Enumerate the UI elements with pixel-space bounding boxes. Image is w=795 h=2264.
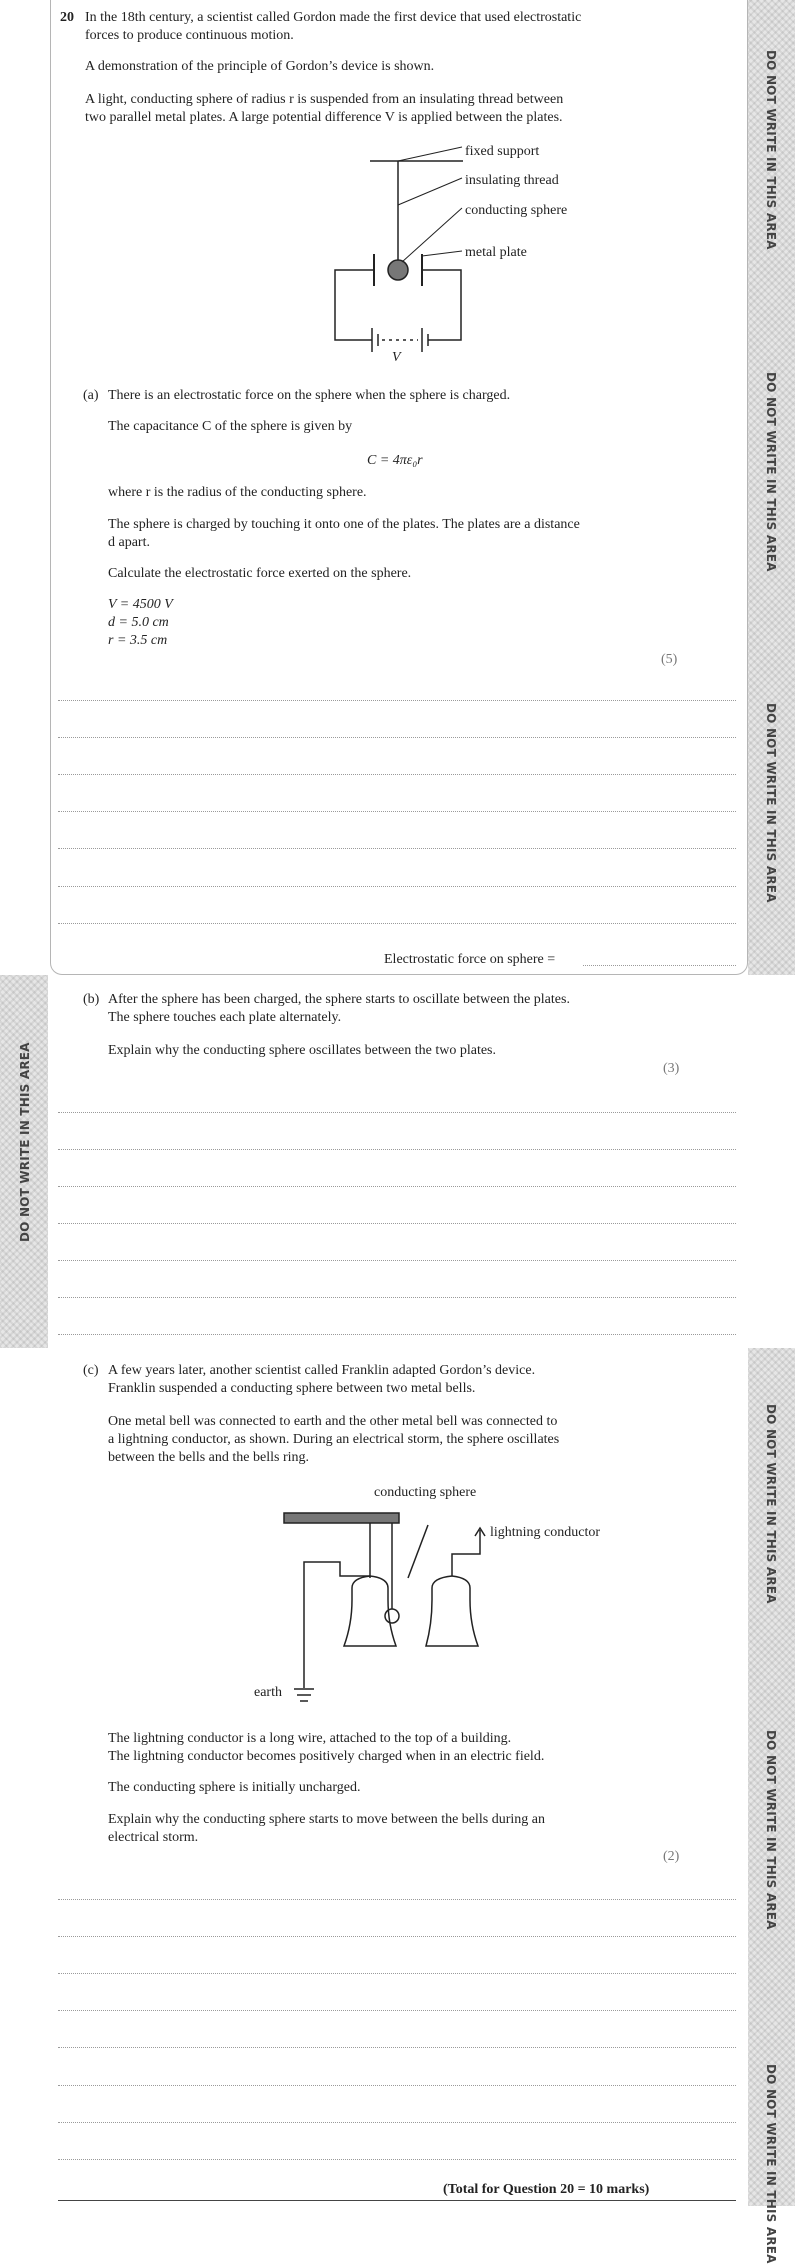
part-c-marks: (2) — [663, 1849, 680, 1864]
answer-line[interactable] — [58, 1149, 736, 1150]
where-line: where r is the radius of the conducting sphere. — [108, 485, 367, 500]
bells-text-line-3: between the bells and the bells ring. — [108, 1450, 309, 1465]
part-b-marks: (3) — [663, 1061, 680, 1076]
answer-line[interactable] — [58, 2047, 736, 2048]
right-bell — [426, 1576, 478, 1646]
part-c-explain-line-2: electrical storm. — [108, 1830, 199, 1845]
label-lightning-conductor: lightning conductor — [490, 1525, 601, 1540]
part-c-text-line-2: Franklin suspended a conducting sphere between two metal bells. — [108, 1381, 476, 1396]
part-a-marks: (5) — [661, 652, 678, 667]
part-b-explain: Explain why the conducting sphere oscillates between the two plates. — [108, 1043, 497, 1058]
part-b-text-line-2: The sphere touches each plate alternately. — [108, 1010, 342, 1025]
uncharged-line: The conducting sphere is initially uncharged. — [108, 1780, 361, 1795]
answer-line[interactable] — [58, 1260, 736, 1261]
label-insulating-thread: insulating thread — [465, 173, 559, 188]
given-value-r: r = 3.5 cm — [108, 633, 168, 648]
franklin-bells-diagram — [0, 1470, 795, 1720]
conducting-sphere — [388, 260, 408, 280]
part-b-label: (b) — [83, 992, 100, 1007]
answer-line[interactable] — [58, 811, 736, 812]
setup-text-line-1: A light, conducting sphere of radius r is suspended from an insulating thread between — [85, 92, 564, 107]
margin-warning-5: DO NOT WRITE IN THIS AREA — [764, 1404, 778, 1604]
part-a-text: There is an electrostatic force on the sphere when the sphere is charged. — [108, 388, 511, 403]
bells-text-line-1: One metal bell was connected to earth and the other metal bell was connected to — [108, 1414, 558, 1429]
margin-warning-6: DO NOT WRITE IN THIS AREA — [764, 1730, 778, 1930]
answer-line[interactable] — [58, 700, 736, 701]
given-value-d: d = 5.0 cm — [108, 615, 169, 630]
answer-line[interactable] — [58, 1936, 736, 1937]
answer-line[interactable] — [58, 848, 736, 849]
label-fixed-support: fixed support — [465, 144, 540, 159]
capacitance-formula: C = 4πε₀r — [367, 453, 423, 468]
answer-line[interactable] — [58, 2122, 736, 2123]
info-line-2: The lightning conductor becomes positively charged when in an electric field. — [108, 1749, 545, 1764]
answer-line[interactable] — [58, 774, 736, 775]
gordon-device-diagram — [0, 0, 795, 370]
support-bar — [284, 1513, 399, 1523]
answer-line[interactable] — [58, 1112, 736, 1113]
label-conducting-sphere-2: conducting sphere — [374, 1485, 477, 1500]
question-total: (Total for Question 20 = 10 marks) — [443, 2182, 650, 2197]
label-conducting-sphere: conducting sphere — [465, 203, 568, 218]
answer-line[interactable] — [58, 1186, 736, 1187]
answer-line[interactable] — [58, 1899, 736, 1900]
question-intro-line-1: In the 18th century, a scientist called Gordon made the first device that used electrostatic — [85, 10, 582, 25]
label-earth: earth — [254, 1685, 282, 1700]
given-value-V: V = 4500 V — [108, 597, 173, 612]
final-answer-line[interactable] — [583, 965, 736, 966]
answer-line[interactable] — [58, 2085, 736, 2086]
right-bell-rod — [408, 1525, 428, 1578]
question-number: 20 — [60, 10, 74, 25]
demo-text: A demonstration of the principle of Gordon’s device is shown. — [85, 59, 435, 74]
answer-label-force: Electrostatic force on sphere = — [384, 952, 556, 967]
answer-line[interactable] — [58, 1973, 736, 1974]
left-bell — [344, 1576, 396, 1646]
charged-line-1: The sphere is charged by touching it onto one of the plates. The plates are a distance — [108, 517, 580, 532]
answer-line[interactable] — [58, 923, 736, 924]
total-underline — [58, 2200, 736, 2201]
margin-warning-4: DO NOT WRITE IN THIS AREA — [18, 1042, 32, 1242]
answer-line[interactable] — [58, 1223, 736, 1224]
label-metal-plate: metal plate — [465, 245, 527, 260]
charged-line-2: d apart. — [108, 535, 150, 550]
setup-text-line-2: two parallel metal plates. A large potential difference V is applied between the plates. — [85, 110, 563, 125]
answer-line[interactable] — [58, 2159, 736, 2160]
part-a-label: (a) — [83, 388, 99, 403]
answer-line[interactable] — [58, 1297, 736, 1298]
label-V: V — [392, 350, 401, 365]
margin-warning-3: DO NOT WRITE IN THIS AREA — [764, 703, 778, 903]
calculate-line: Calculate the electrostatic force exerted on the sphere. — [108, 566, 412, 581]
margin-warning-7: DO NOT WRITE IN THIS AREA — [764, 2064, 778, 2264]
answer-line[interactable] — [58, 2010, 736, 2011]
part-c-text-line-1: A few years later, another scientist called Franklin adapted Gordon’s device. — [108, 1363, 536, 1378]
info-line-1: The lightning conductor is a long wire, attached to the top of a building. — [108, 1731, 512, 1746]
answer-line[interactable] — [58, 1334, 736, 1335]
lightning-conductor-wire — [452, 1530, 480, 1576]
margin-warning-1: DO NOT WRITE IN THIS AREA — [764, 50, 778, 250]
part-b-text-line-1: After the sphere has been charged, the sphere starts to oscillate between the plates. — [108, 992, 570, 1007]
answer-line[interactable] — [58, 737, 736, 738]
answer-line[interactable] — [58, 886, 736, 887]
part-c-label: (c) — [83, 1363, 99, 1378]
capacitance-line: The capacitance C of the sphere is given by — [108, 419, 353, 434]
part-c-explain-line-1: Explain why the conducting sphere starts to move between the bells during an — [108, 1812, 546, 1827]
question-intro-line-2: forces to produce continuous motion. — [85, 28, 294, 43]
earth-wire — [304, 1562, 370, 1688]
suspended-sphere — [385, 1609, 399, 1623]
bells-text-line-2: a lightning conductor, as shown. During an electrical storm, the sphere oscillates — [108, 1432, 560, 1447]
margin-warning-2: DO NOT WRITE IN THIS AREA — [764, 372, 778, 572]
